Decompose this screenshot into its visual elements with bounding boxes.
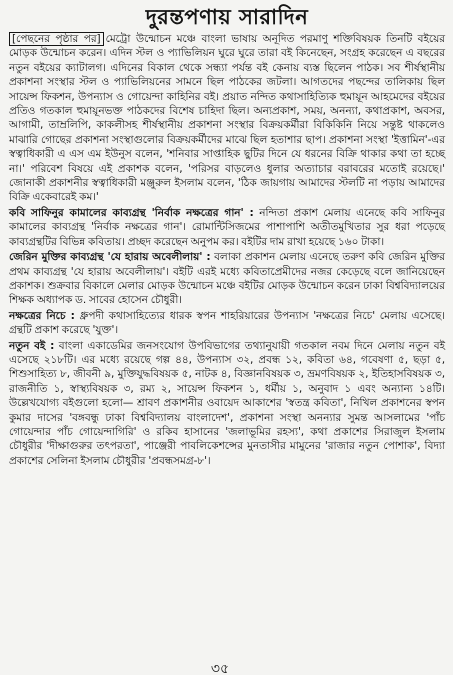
paragraph-nokkhotrer-niche bbox=[9, 309, 445, 338]
paragraph-jerin-mukti bbox=[9, 250, 445, 308]
headline: দুরন্তপণায় সারাদিন bbox=[145, 5, 309, 29]
subhead-jerin-mukti: জেরিন মুক্তির কাব্যগ্রন্থ 'যে হারায় অবেলীলায়' : bbox=[9, 251, 211, 264]
continued-from-marker: [পেছনের পৃষ্ঠার পর] bbox=[9, 32, 104, 46]
paragraph-text: নন্দিতা প্রকাশ মেলায় এনেছে কবি সাফিনুর কামালের কাব্যগ্রন্থ 'নির্বাক নক্ষত্রের গান'। রোমান্টিসিজমের পাশাপাশি অতীতমুখিতার সুর ধরা পড়েছে কাব্যগ্রন্থটির বিভিন্ন কবিতায়। প্রচ্ছদ করেছেন অনুপম কর। বইটির দাম রাখা হয়েছে ১৬০ টাকা। bbox=[9, 206, 445, 248]
article-body bbox=[9, 32, 445, 468]
paragraph-continued bbox=[9, 32, 445, 205]
paragraph-new-books bbox=[9, 339, 445, 469]
paragraph-text: মেট্রো উন্মোচন মঞ্চে বাংলা ভাষায় অনূদিত পরমাণু শক্তিবিষয়ক তিনটি বইয়ের মোড়ক উন্মোচন করেন। এদিন স্টল ও প্যাভিলিয়ন ঘুরে ঘুরে তারা বই কিনেছেন, সংগ্রহ করেছেন এ বছরের নতুন বইয়ের ক্যাটালগ। এদিনের বিকাল থেকে সন্ধ্যা পর্যন্ত বই কেনায় ব্যস্ত ছিলেন পাঠক। সব শীর্ষস্থানীয় প্রকাশনা সংস্থার স্টল ও প্যাভিলিয়নের সামনে ছিল পাঠকের জটলা। আগতদের পছন্দের তালিকায় ছিল সায়েন্স ফিকশন, উপন্যাস ও গোয়েন্দা কাহিনির বই। প্রয়াত নন্দিত কথাসাহিত্যিক হুমায়ূন আহমেদের বইয়ের প্রতিও গতকাল হুমায়ূনভক্ত পাঠকদের বিশেষ চাহিদা ছিল। অন্যপ্রকাশ, সময়, অনন্যা, কথাপ্রকাশ, অবসর, আগামী, তাম্রলিপি, কাকলীসহ শীর্ষস্থানীয় প্রকাশনা সংস্থার বিক্রয়কর্মীরা বিকিকিনি নিয়ে সন্তুষ্ট থাকলেও মাঝারি গোছের প্রকাশনা সংস্থাগুলোর বিক্রয়কর্মীদের মাঝে ছিল হতাশার ছাপ। প্রকাশনা সংস্থা 'ইত্তামিন'-এর স্বত্বাধিকারী এ এস এম ইউনুস বলেন, 'শনিবার সাপ্তাহিক ছুটির দিনে যে ধরনের বিক্রি থাকার কথা তা হচ্ছে না।' পরিবেশ বিষয়ে এই প্রকাশক বলেন, 'পরিসর বাড়লেও ধুলার অত্যাচার বরাবরের মতোই রয়েছে।' জোনাকী প্রকাশনীর স্বত্বাধিকারী মঞ্জুরুল ইসলাম বলেন, 'ঠিক জায়গায় আমাদের স্টলটি না পড়ায় আমাদের বিক্রি একেবারেই কম।' bbox=[9, 33, 445, 204]
paragraph-text: বাংলা একাডেমির জনসংযোগ উপবিভাগের তথ্যানুযায়ী গতকাল নবম দিনে মেলায় নতুন বই এসেছে ২১৮টি। এর মধ্যে রয়েছে গল্প ৪৪, উপন্যাস ৩২, প্রবন্ধ ১২, কবিতা ৬৪, গবেষণা ৫, ছড়া ৫, শিশুসাহিত্য ৮, জীবনী ৯, মুক্তিযুদ্ধবিষয়ক ৫, নাটক ৪, বিজ্ঞানবিষয়ক ৩, ভ্রমণবিষয়ক ২, ইতিহাসবিষয়ক ৩, রাজনীতি ১, স্বাস্থ্যবিষয়ক ৩, রম্য ২, সায়েন্স ফিকশন ১, ধর্মীয় ১, অনুবাদ ১ এবং অন্যান্য ১৪টি। উল্লেখযোগ্য বইগুলো হলো— শ্রাবণ প্রকাশনীর ওবায়েদ আকাশের 'স্বতন্ত্র কবিতা', নিখিল প্রকাশনের স্বপন কুমার দাসের 'বঙ্গবন্ধু ঢাকা বিশ্ববিদ্যালয় বাংলাদেশ', প্রকাশনা সংস্থা অনন্যার সুমন্ত আসলামের 'পাঁচ গোয়েন্দার পাঁচ গোয়েন্দাগিরি' ও রকিব হাসানের 'জলাভূমির রহস্য', কথা প্রকাশের সিরাজুল ইসলাম চৌধুরীর 'দীক্ষাগুরুর তৎপরতা', পাঞ্জেরী পাবলিকেশন্সের মুনতাসীর মামুনের 'রাজার নতুন পোশাক', বিদ্যা প্রকাশের সেলিনা ইসলাম চৌধুরীর 'প্রবন্ধসমগ্র-৮'। bbox=[9, 339, 446, 467]
paragraph-text: ধ্রুপদী কথাসাহিত্যের ধারক স্বপন শাহরিয়ারের উপন্যাস 'নক্ষত্রের নিচে' মেলায় এসেছে। গ্রন্থটি প্রকাশ করেছে 'যুক্ত'। bbox=[9, 309, 445, 337]
page-number: ৩৫ bbox=[210, 665, 230, 673]
paragraph-text: বলাকা প্রকাশন মেলায় এনেছে তরুণ কবি জেরিন মুক্তির প্রথম কাব্যগ্রন্থ 'যে হারায় অবেলীলায়'। বইটি এরই মধ্যে কবিতাপ্রেমীদের নজর কেড়েছে বলে জানিয়েছেন প্রকাশক। শুক্রবার বিকালে মেলার মোড়ক উন্মোচন মঞ্চে বইটির মোড়ক উন্মোচন করেন ঢাকা বিশ্ববিদ্যালয়ের শিক্ষক অধ্যাপক ড. সাবের হোসেন চৌধুরী। bbox=[9, 251, 445, 307]
subhead-new-books: নতুন বই : bbox=[9, 339, 55, 352]
subhead-nokkhotrer-niche: নক্ষত্রের নিচে : bbox=[9, 309, 75, 322]
subhead-safinur-kamal: কবি সাফিনুর কামালের কাব্যগ্রন্থ 'নির্বাক নক্ষত্রের গান' : bbox=[9, 206, 254, 219]
paragraph-safinur-kamal bbox=[9, 206, 445, 249]
